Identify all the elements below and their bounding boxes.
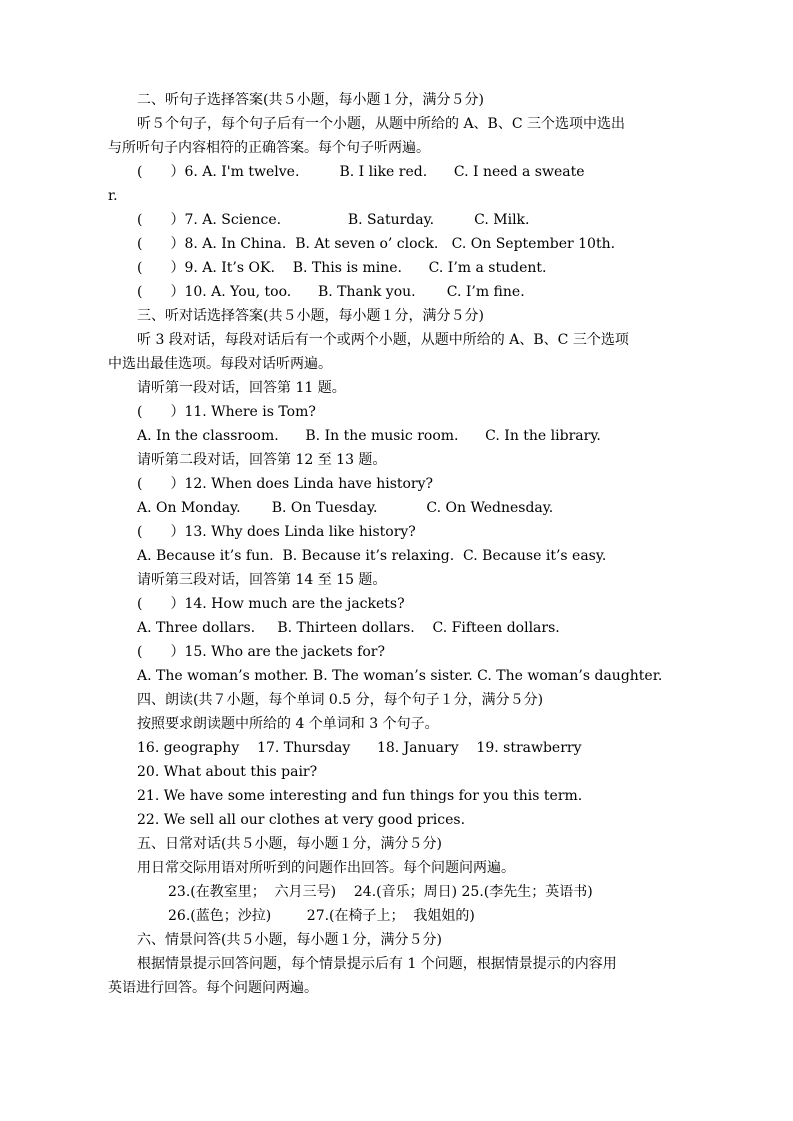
sentence-20: 20. What about this pair?	[137, 764, 318, 780]
sentence-22: 22. We sell all our clothes at very good prices.	[137, 812, 466, 828]
question-7: ( ）7. A. Science. B. Saturday. C. Milk.	[137, 212, 530, 228]
question-13-options: A. Because it’s fun. B. Because it’s relaxing. C. Because it’s easy.	[137, 548, 607, 564]
section-6-heading: 六、情景问答(共５小题，每小题１分，满分５分)	[137, 932, 442, 948]
question-12-options: A. On Monday. B. On Tuesday. C. On Wednesday.	[137, 500, 554, 516]
section-2-instructions: 听５个句子，每个句子后有一个小题，从题中所给的 A、B、C 三个选项中选出	[137, 116, 626, 132]
question-13: ( ）13. Why does Linda like history?	[137, 524, 416, 540]
question-11-options: A. In the classroom. B. In the music room. C. In the library.	[137, 428, 601, 444]
sentence-21: 21. We have some interesting and fun things for you this term.	[137, 788, 583, 804]
dialogue-2-prompt: 请听第二段对话，回答第 12 至 13 题。	[137, 452, 387, 468]
dialogue-1-prompt: 请听第一段对话，回答第 11 题。	[137, 380, 346, 396]
question-8: ( ）8. A. In China. B. At seven o’ clock. C. On September 10th.	[137, 236, 616, 252]
section-2-instructions-cont: 与所听句子内容相符的正确答案。每个句子听两遍。	[108, 140, 430, 156]
question-15-options: A. The woman’s mother. B. The woman’s sister. C. The woman’s daughter.	[137, 668, 663, 684]
question-9: ( ）9. A. It’s OK. B. This is mine. C. I’m a student.	[137, 260, 547, 276]
question-15: ( ）15. Who are the jackets for?	[137, 644, 385, 660]
section-3-instructions: 听 3 段对话，每段对话后有一个或两个小题，从题中所给的 A、B、C 三个选项	[137, 332, 629, 348]
question-11: ( ）11. Where is Tom?	[137, 404, 316, 420]
section-6-instructions: 根据情景提示回答问题，每个情景提示后有 1 个问题，根据情景提示的内容用	[137, 956, 617, 972]
question-6-wrap: r.	[108, 188, 118, 204]
section-5-instructions: 用日常交际用语对所听到的问题作出回答。每个问题问两遍。	[137, 860, 515, 876]
question-6: ( ）6. A. I'm twelve. B. I like red. C. I need a sweate	[137, 164, 585, 180]
dialogue-items-23-25: 23.(在教室里； 六月三号) 24.(音乐；周日) 25.(李先生；英语书)	[168, 884, 593, 900]
question-10: ( ）10. A. You, too. B. Thank you. C. I’m fine.	[137, 284, 525, 300]
section-2-heading: 二、听句子选择答案(共５小题，每小题１分，满分５分)	[137, 92, 484, 108]
section-4-heading: 四、朗读(共７小题，每个单词 0.5 分，每个句子１分，满分５分)	[137, 692, 544, 708]
reading-words: 16. geography 17. Thursday 18. January 19. strawberry	[137, 740, 582, 756]
question-14-options: A. Three dollars. B. Thirteen dollars. C. Fifteen dollars.	[137, 620, 560, 636]
section-6-instructions-cont: 英语进行回答。每个问题问两遍。	[108, 980, 318, 996]
section-3-instructions-cont: 中选出最佳选项。每段对话听两遍。	[108, 356, 332, 372]
question-14: ( ）14. How much are the jackets?	[137, 596, 405, 612]
section-4-instructions: 按照要求朗读题中所给的 4 个单词和 3 个句子。	[137, 716, 439, 732]
question-12: ( ）12. When does Linda have history?	[137, 476, 434, 492]
dialogue-items-26-27: 26.(蓝色；沙拉) 27.(在椅子上； 我姐姐的)	[168, 908, 475, 924]
dialogue-3-prompt: 请听第三段对话，回答第 14 至 15 题。	[137, 572, 387, 588]
section-3-heading: 三、听对话选择答案(共５小题，每小题１分，满分５分)	[137, 308, 484, 324]
section-5-heading: 五、日常对话(共５小题，每小题１分，满分５分)	[137, 836, 442, 852]
